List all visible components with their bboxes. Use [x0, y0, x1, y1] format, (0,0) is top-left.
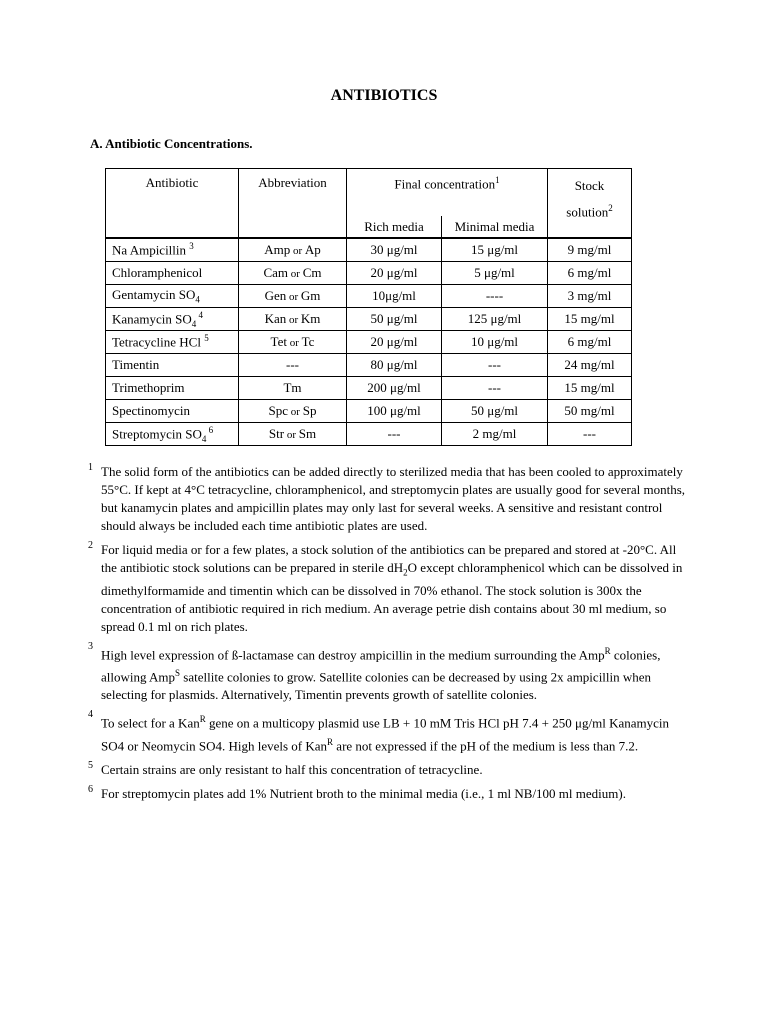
footnote — [88, 541, 688, 636]
abbr-alt: Km — [300, 311, 321, 326]
abbr-primary: Str — [268, 426, 285, 441]
abbr-primary: Amp — [264, 242, 291, 257]
abbr-alt: Cm — [302, 265, 322, 280]
cell-minimal: ---- — [442, 285, 548, 308]
cell-abbreviation — [239, 423, 347, 446]
abbr-alt: Sp — [302, 403, 317, 418]
abbr-primary: Kan — [264, 311, 287, 326]
footnote-superscript: S — [175, 667, 181, 678]
footnote — [88, 785, 688, 803]
footnote-text: colonies, allowing Amp — [101, 646, 661, 685]
abbr-or: or — [288, 268, 303, 280]
page-title: ANTIBIOTICS — [330, 87, 438, 104]
footnote — [88, 463, 688, 535]
cell-abbreviation — [239, 354, 347, 377]
cell-stock: --- — [548, 423, 632, 446]
footnote — [88, 761, 688, 779]
antibiotic-name: Na Ampicillin — [112, 242, 190, 258]
footnote-number: 1 — [88, 462, 93, 473]
abbr-or: or — [286, 337, 302, 349]
abbr-or: or — [288, 406, 303, 418]
cell-antibiotic — [106, 262, 239, 285]
antibiotic-name: Timentin — [112, 357, 160, 372]
antibiotic-name: Spectinomycin — [112, 403, 190, 418]
antibiotic-table — [105, 168, 632, 446]
footnote — [88, 642, 688, 705]
cell-rich: 20 μg/ml — [347, 262, 442, 285]
abbr-primary: --- — [286, 357, 299, 372]
cell-stock: 6 mg/ml — [548, 262, 632, 285]
table-row — [106, 331, 632, 354]
cell-abbreviation — [239, 377, 347, 400]
cell-antibiotic — [106, 377, 239, 400]
table-row — [106, 354, 632, 377]
abbr-or: or — [284, 429, 299, 441]
name-footnote-ref: 4 — [196, 309, 204, 320]
abbr-primary: Tm — [283, 380, 302, 395]
header-abbreviation: Abbreviation — [239, 169, 347, 239]
abbr-or: or — [290, 245, 305, 257]
footnote-text: Certain strains are only resistant to half this concentration of tetracycline. — [101, 761, 483, 777]
cell-abbreviation — [239, 262, 347, 285]
footnote-number: 3 — [88, 640, 93, 652]
footnote-text: High level expression of ß-lactamase can destroy ampicillin in the medium surrounding the Amp — [101, 646, 605, 662]
name-subscript: 4 — [201, 433, 207, 444]
footnote-subscript: 2 — [403, 567, 408, 578]
cell-antibiotic — [106, 331, 239, 354]
cell-antibiotic — [106, 308, 239, 331]
table-row — [106, 285, 632, 308]
cell-minimal: --- — [442, 354, 548, 377]
cell-stock: 6 mg/ml — [548, 331, 632, 354]
cell-rich: 100 μg/ml — [347, 400, 442, 423]
footnote-text: For liquid media or for a few plates, a stock solution of the antibiotics can be prepared and stored at -20°C. All the antibiotic stock solutions can be prepared in sterile dH — [101, 542, 677, 575]
table-row — [106, 423, 632, 446]
footnote-text: The solid form of the antibiotics can be added directly to sterilized media that has been cooled to approximately 55°C. If kept at 4°C tetracycline, chloramphenicol, and streptomycin plates are usually good for several months, but kanamycin plates and ampicillin plates may only last for several weeks. A sensitive and resistant control should always be included each time antibiotic plates are used. — [101, 464, 686, 533]
cell-stock: 9 mg/ml — [548, 238, 632, 262]
cell-abbreviation — [239, 308, 347, 331]
cell-minimal: 10 μg/ml — [442, 331, 548, 354]
abbr-alt: Sm — [298, 426, 317, 441]
header-stock-solution: Stock solution$^2$ — [548, 169, 632, 239]
footnote-number: 5 — [88, 759, 93, 771]
antibiotic-name: Trimethoprim — [112, 380, 185, 395]
abbr-alt: Ap — [304, 242, 321, 257]
footnote-superscript: R — [199, 714, 206, 725]
cell-antibiotic — [106, 285, 239, 308]
cell-rich: 50 μg/ml — [347, 308, 442, 331]
table-row — [106, 238, 632, 262]
table-row — [106, 262, 632, 285]
footnote-number: 6 — [88, 783, 93, 795]
footnote-text: For streptomycin plates add 1% Nutrient broth to the minimal media (i.e., 1 ml NB/100 ml medium). — [101, 785, 626, 801]
abbr-primary: Spc — [268, 403, 289, 418]
cell-stock: 15 mg/ml — [548, 377, 632, 400]
abbr-primary: Gen — [264, 288, 287, 303]
footnote-text: gene on a multicopy plasmid use LB + 10 mM Tris HCl pH 7.4 + 250 μg/ml Kanamycin SO4 or Neomycin SO4. High levels of Kan — [101, 715, 669, 753]
table-row — [106, 377, 632, 400]
name-subscript: 4 — [191, 318, 197, 329]
table-row — [106, 400, 632, 423]
cell-minimal: 15 μg/ml — [442, 238, 548, 262]
cell-rich: 30 μg/ml — [347, 238, 442, 262]
cell-stock: 24 mg/ml — [548, 354, 632, 377]
table-header-row — [106, 169, 632, 217]
footnote-superscript: R — [327, 736, 334, 747]
cell-abbreviation — [239, 285, 347, 308]
header-minimal-media: Minimal media — [442, 216, 548, 238]
abbr-alt: Gm — [300, 288, 321, 303]
cell-minimal: --- — [442, 377, 548, 400]
cell-rich: 200 μg/ml — [347, 377, 442, 400]
header-rich-media: Rich media — [347, 216, 442, 238]
header-antibiotic: Antibiotic — [106, 169, 239, 239]
cell-rich: 10μg/ml — [347, 285, 442, 308]
cell-minimal: 5 μg/ml — [442, 262, 548, 285]
name-footnote-ref: 5 — [204, 333, 209, 344]
table-row — [106, 308, 632, 331]
cell-rich: 20 μg/ml — [347, 331, 442, 354]
antibiotic-name: Gentamycin SO — [112, 287, 196, 303]
cell-abbreviation — [239, 331, 347, 354]
cell-antibiotic — [106, 423, 239, 446]
cell-minimal: 125 μg/ml — [442, 308, 548, 331]
abbr-primary: Tet — [270, 334, 287, 349]
cell-rich: 80 μg/ml — [347, 354, 442, 377]
antibiotic-name: Tetracycline HCl — [112, 334, 205, 350]
cell-antibiotic — [106, 400, 239, 423]
abbr-or: or — [286, 314, 301, 326]
footnote-number: 4 — [88, 709, 93, 721]
cell-stock: 15 mg/ml — [548, 308, 632, 331]
name-footnote-ref: 3 — [189, 241, 194, 252]
footnote-text: O except chloramphenicol which can be dissolved in dimethylformamide and timentin which can be dissolved in 70% ethanol. The stock solution is 300x the concentration of antibiotic required in rich medium. An average petrie dish contains about 30 ml medium, so spread 0.1 ml on rich plates. — [101, 560, 683, 634]
cell-abbreviation — [239, 400, 347, 423]
abbr-primary: Cam — [263, 265, 289, 280]
name-subscript: 4 — [195, 294, 200, 305]
footnote-text: To select for a Kan — [101, 715, 200, 731]
cell-stock: 50 mg/ml — [548, 400, 632, 423]
name-footnote-ref: 6 — [206, 424, 214, 435]
cell-antibiotic — [106, 238, 239, 262]
cell-abbreviation — [239, 238, 347, 262]
cell-stock: 3 mg/ml — [548, 285, 632, 308]
antibiotic-name: Chloramphenicol — [112, 265, 203, 280]
footnote-number: 2 — [88, 540, 93, 551]
cell-antibiotic — [106, 354, 239, 377]
antibiotic-name: Streptomycin SO — [112, 425, 202, 441]
abbr-or: or — [286, 291, 301, 303]
footnote — [88, 710, 688, 755]
antibiotic-name: Kanamycin SO — [112, 310, 192, 326]
cell-minimal: 50 μg/ml — [442, 400, 548, 423]
section-title: A. Antibiotic Concentrations. — [90, 136, 253, 151]
footnotes — [88, 463, 688, 809]
footnote-text: are not expressed if the pH of the medium is less than 7.2. — [333, 737, 639, 753]
footnote-text: satellite colonies to grow. Satellite colonies can be decreased by using 2x ampicillin when selecting for plasmids. Alternatively, Timentin prevents growth of satellite colonies. — [101, 669, 652, 703]
abbr-alt: Tc — [301, 334, 315, 349]
cell-minimal: 2 mg/ml — [442, 423, 548, 446]
footnote-superscript: R — [604, 645, 611, 656]
cell-rich: --- — [347, 423, 442, 446]
header-final-concentration: Final concentration$^1$ — [347, 169, 548, 217]
